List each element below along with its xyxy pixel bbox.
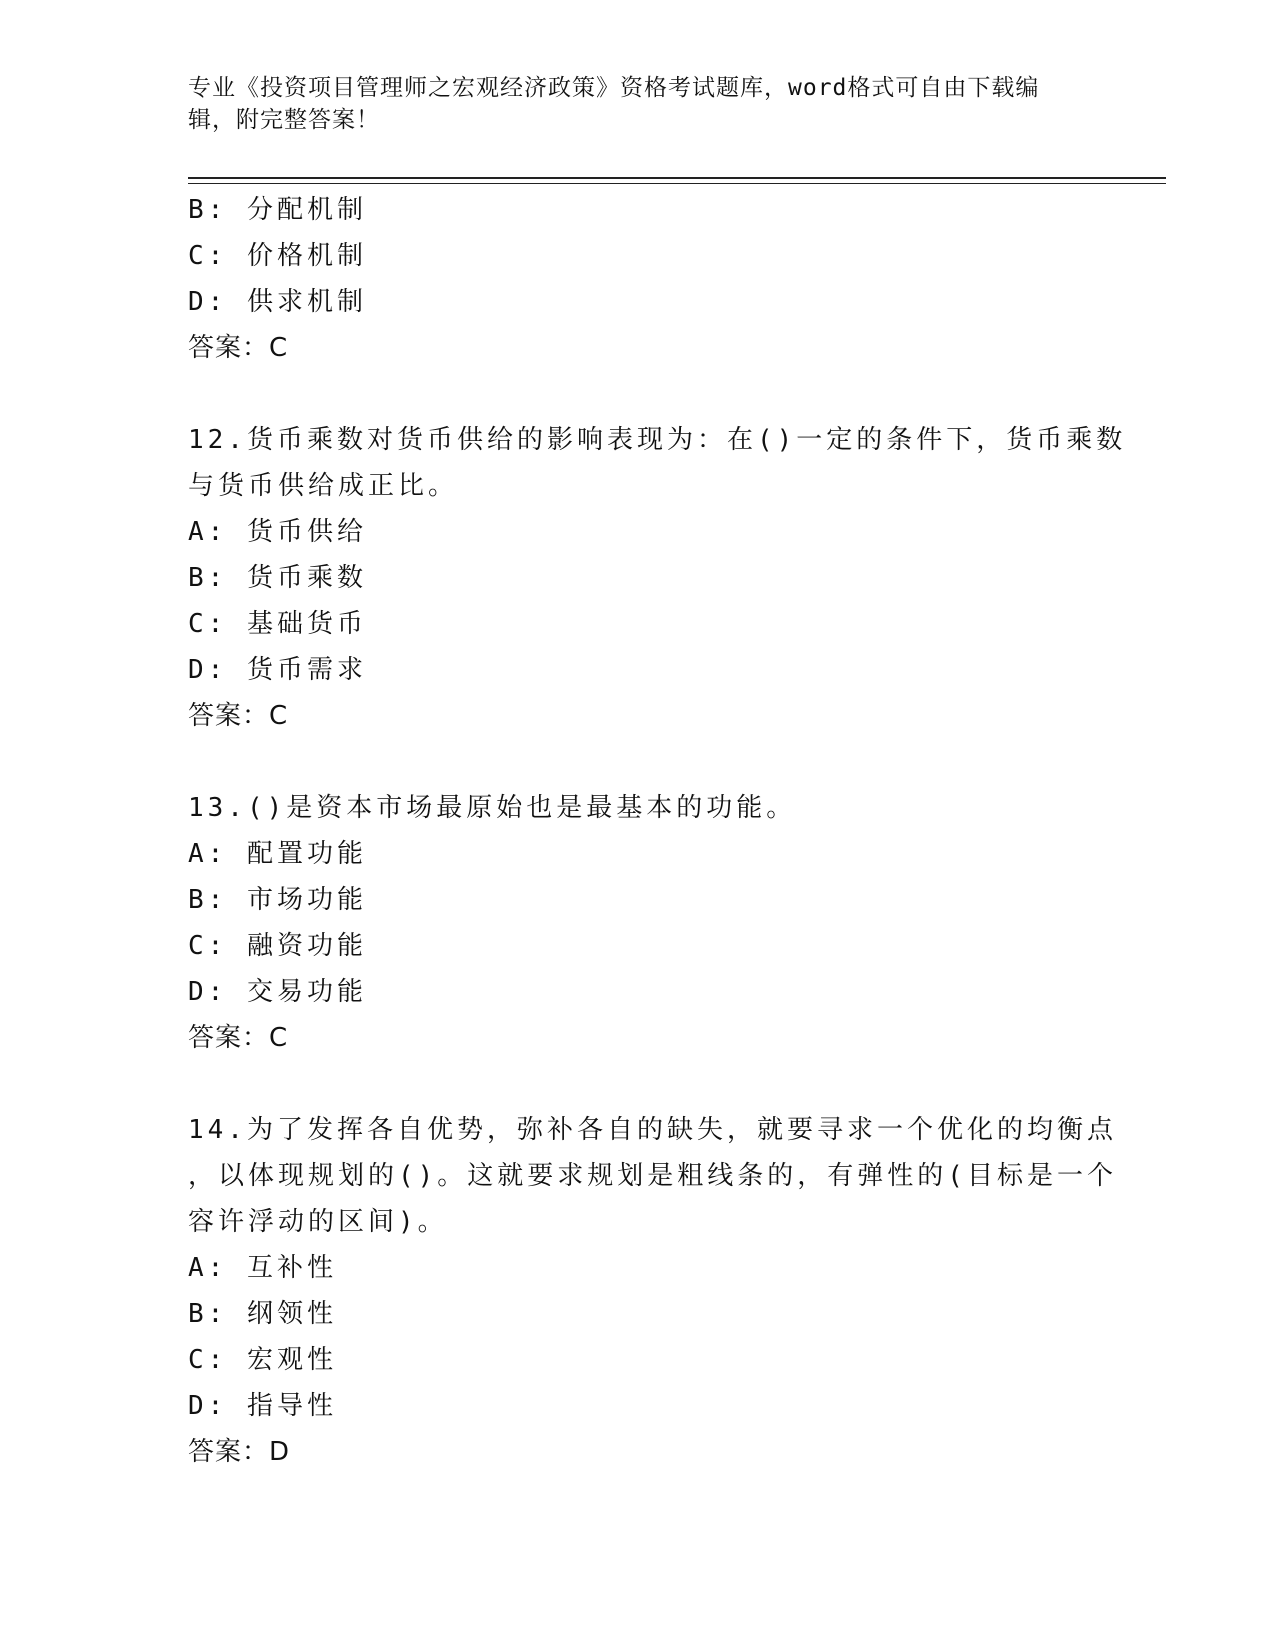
q12-option-a: A: 货币供给 xyxy=(188,517,367,547)
q14-answer: 答案：D xyxy=(188,1437,291,1467)
q13-stem-line1: 13.()是资本市场最原始也是最基本的功能。 xyxy=(188,793,797,823)
header-divider-thin xyxy=(188,183,1166,184)
q14-option-c: C: 宏观性 xyxy=(188,1345,337,1375)
q13-option-b: B: 市场功能 xyxy=(188,885,367,915)
q14-stem-line1: 14.为了发挥各自优势，弥补各自的缺失，就要寻求一个优化的均衡点 xyxy=(188,1115,1117,1145)
q11-option-d: D: 供求机制 xyxy=(188,287,367,317)
q13-option-c: C: 融资功能 xyxy=(188,931,367,961)
q13-answer: 答案：C xyxy=(188,1023,289,1053)
q13-option-d: D: 交易功能 xyxy=(188,977,367,1007)
q11-option-c: C: 价格机制 xyxy=(188,241,367,271)
q11-option-b: B: 分配机制 xyxy=(188,195,367,225)
q12-answer: 答案：C xyxy=(188,701,289,731)
q11-answer: 答案：C xyxy=(188,333,289,363)
q14-stem-line3: 容许浮动的区间)。 xyxy=(188,1207,448,1237)
q12-stem-line2: 与货币供给成正比。 xyxy=(188,471,459,501)
q13-option-a: A: 配置功能 xyxy=(188,839,367,869)
header-divider-thick xyxy=(188,177,1166,179)
q12-option-c: C: 基础货币 xyxy=(188,609,367,639)
q14-stem-line2: ，以体现规划的()。这就要求规划是粗线条的，有弹性的(目标是一个 xyxy=(188,1161,1117,1191)
q12-option-d: D: 货币需求 xyxy=(188,655,367,685)
q12-stem-line1: 12.货币乘数对货币供给的影响表现为：在()一定的条件下，货币乘数 xyxy=(188,425,1127,455)
q12-option-b: B: 货币乘数 xyxy=(188,563,367,593)
q14-option-d: D: 指导性 xyxy=(188,1391,337,1421)
q14-option-a: A: 互补性 xyxy=(188,1253,337,1283)
q14-option-b: B: 纲领性 xyxy=(188,1299,337,1329)
document-header: 专业《投资项目管理师之宏观经济政策》资格考试题库，word格式可自由下载编辑，附完整答案！ xyxy=(188,75,1040,133)
